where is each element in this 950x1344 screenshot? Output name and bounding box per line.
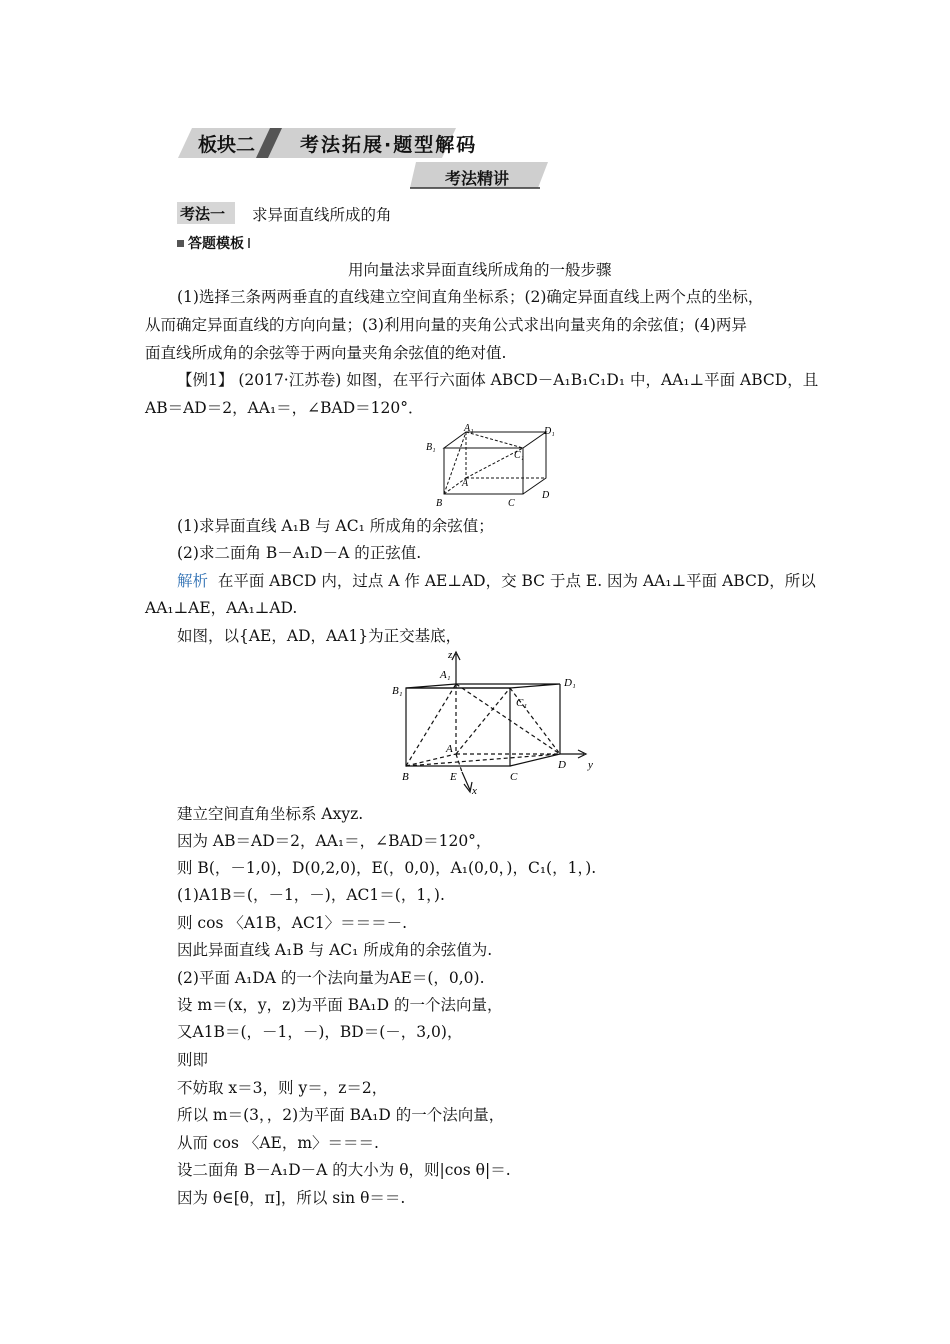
fig1-label-A1: A₁ — [464, 424, 474, 434]
step-line: 则 B(，－1,0)，D(0,2,0)，E(，0,0)，A₁(0,0，)，C₁(，1，). — [177, 859, 597, 877]
solution-line-1 — [177, 570, 816, 592]
step-line: 所以 m＝(3，，2)为平面 BA₁D 的一个法向量， — [177, 1106, 505, 1124]
fig2-label-C1: C₁ — [516, 697, 528, 709]
step-line: 又A1B＝(，－1，－)，BD＝(－，3,0)， — [177, 1023, 463, 1041]
figure-parallelepiped-2 — [388, 648, 600, 796]
step-line: 因为 AB＝AD＝2，AA₁＝，∠BAD＝120°， — [177, 832, 492, 850]
step-line: 不妨取 x＝3，则 y＝，z＝2， — [177, 1079, 388, 1097]
template-line-2: 从而确定异面直线的方向向量；(3)利用向量的夹角公式求出向量夹角的余弦值；(4)两异 — [145, 316, 747, 334]
step-line: 设 m＝(x，y，z)为平面 BA₁D 的一个法向量， — [177, 996, 503, 1014]
fig1-label-D: D — [542, 490, 550, 501]
fig1-label-C1: C₁ — [514, 450, 525, 461]
step-line: 则即 — [177, 1051, 209, 1069]
block-title: 考法拓展·题型解码 — [300, 134, 478, 156]
template-line-1: (1)选择三条两两垂直的直线建立空间直角坐标系；(2)确定异面直线上两个点的坐标， — [177, 288, 764, 306]
fig2-label-y: y — [588, 759, 593, 771]
fig2-label-B1: B₁ — [392, 685, 403, 697]
fig1-label-A: A — [462, 478, 469, 489]
example-line-1 — [177, 369, 818, 391]
solution-line-3: 如图，以{AE，AD，AA1}为正交基底， — [177, 627, 462, 645]
question-1: (1)求异面直线 A₁B 与 AC₁ 所成角的余弦值； — [177, 517, 494, 535]
example-label: 【例1】 — [177, 371, 234, 389]
template-tag: 答题模板 — [177, 233, 250, 253]
step-line: 从而 cos 〈AE，m〉＝＝＝. — [177, 1134, 379, 1152]
fig2-label-C: C — [510, 771, 518, 783]
fig1-label-D1: D₁ — [544, 426, 555, 437]
fig1-label-B: B — [436, 498, 443, 509]
solution-line-2: AA₁⊥AE，AA₁⊥AD. — [145, 599, 298, 617]
fig2-label-x: x — [472, 785, 477, 796]
template-line-3: 面直线所成角的余弦等于两向量夹角余弦值的绝对值. — [145, 344, 507, 362]
step-line: (1)A1B＝(，－1，－)，AC1＝(，1，). — [177, 886, 445, 904]
fig2-label-A: A — [446, 743, 453, 755]
fig2-label-D: D — [558, 759, 566, 771]
step-line: 因为 θ∈[θ，π]，所以 sin θ＝＝. — [177, 1189, 406, 1207]
step-line: (2)平面 A₁DA 的一个法向量为AE＝(，0,0). — [177, 969, 485, 987]
fig1-label-B1: B₁ — [426, 442, 436, 453]
section-tag: 考法一 — [180, 205, 226, 223]
solution-tag: 解析 — [177, 572, 209, 590]
solution-text-1: 在平面 ABCD 内，过点 A 作 AE⊥AD，交 BC 于点 E. 因为 AA₁⊥平面 ABCD，所以 — [217, 572, 816, 590]
fig1-label-C: C — [508, 498, 515, 509]
fig2-label-A1: A₁ — [440, 669, 451, 681]
fig2-label-D1: D₁ — [564, 677, 576, 689]
bar-icon — [248, 238, 250, 248]
fig2-label-z: z — [448, 649, 453, 661]
step-line: 则 cos 〈A1B，AC1〉＝＝＝－. — [177, 914, 408, 932]
square-bullet-icon — [177, 240, 184, 247]
fig2-label-B: B — [402, 771, 409, 783]
template-heading: 用向量法求异面直线所成角的一般步骤 — [348, 261, 612, 279]
figure-parallelepiped-1 — [422, 424, 562, 510]
example-source: (2017·江苏卷) — [238, 371, 342, 389]
step-line: 设二面角 B－A₁D－A 的大小为 θ，则|cos θ|＝. — [177, 1161, 511, 1179]
sub-label: 考法精讲 — [445, 169, 510, 188]
example-text-1: 如图，在平行六面体 ABCD－A₁B₁C₁D₁ 中，AA₁⊥平面 ABCD，且 — [346, 371, 819, 389]
block-label: 板块二 — [198, 134, 256, 156]
section-title: 求异面直线所成的角 — [252, 206, 392, 224]
step-line: 建立空间直角坐标系 Axyz. — [177, 805, 364, 823]
example-line-2: AB＝AD＝2，AA₁＝，∠BAD＝120°． — [145, 399, 424, 417]
question-2: (2)求二面角 B－A₁D－A 的正弦值. — [177, 544, 422, 562]
step-line: 因此异面直线 A₁B 与 AC₁ 所成角的余弦值为. — [177, 941, 493, 959]
fig2-label-E: E — [450, 771, 457, 783]
